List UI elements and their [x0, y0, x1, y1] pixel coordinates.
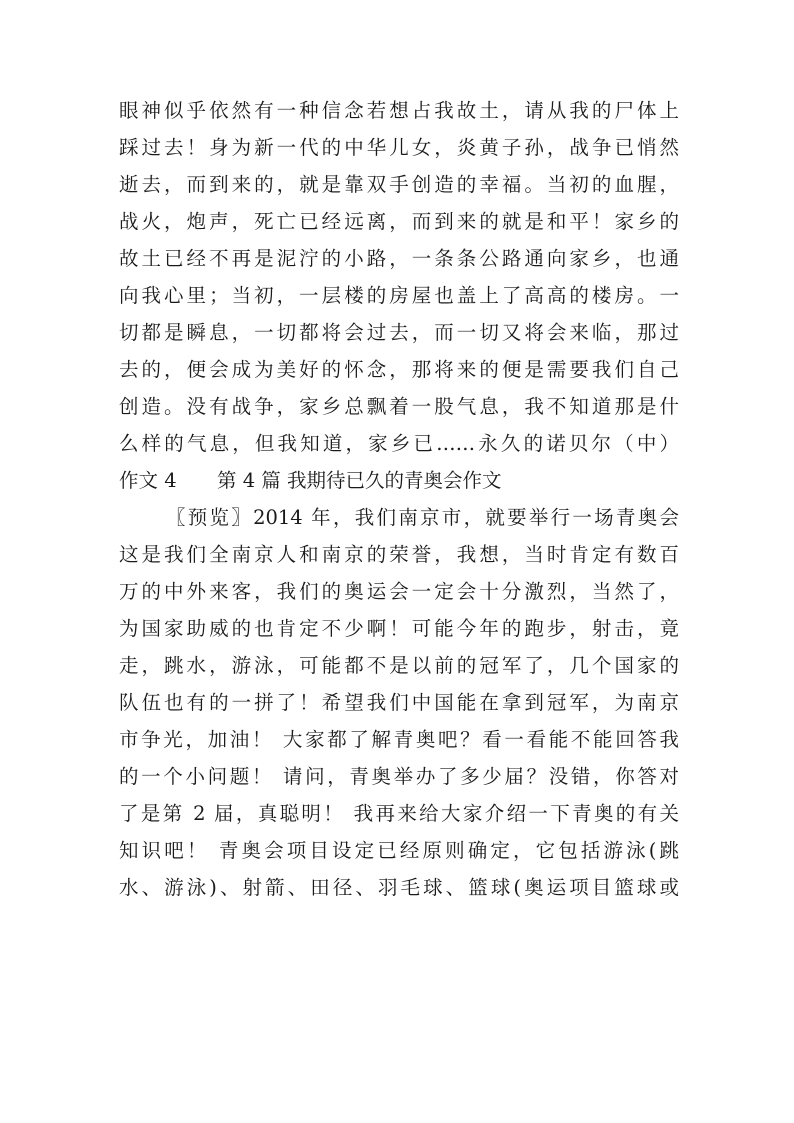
text-line-9: 创造。没有战争，家乡总飘着一股气息，我不知道那是什: [119, 395, 679, 418]
paragraph-line-8: 的一个小问题！ 请问，青奥举办了多少届？没错，你答对: [119, 765, 679, 788]
paragraph-line-11: 水、游泳)、射箭、田径、羽毛球、篮球(奥运项目篮球或: [119, 876, 679, 899]
paragraph-line-10: 知识吧！ 青奥会项目设定已经原则确定，它包括游泳(跳: [119, 839, 679, 862]
paragraph-line-2: 这是我们全南京人和南京的荣誉，我想，当时肯定有数百: [119, 543, 679, 566]
text-line-4: 战火，炮声，死亡已经远离，而到来的就是和平！家乡的: [119, 210, 679, 233]
paragraph-line-4: 为国家助威的也肯定不少啊！可能今年的跑步，射击，竟: [119, 617, 679, 640]
paragraph-line-3: 万的中外来客，我们的奥运会一定会十分激烈，当然了，: [119, 580, 679, 603]
text-line-8: 去的，便会成为美好的怀念，那将来的便是需要我们自己: [119, 358, 679, 381]
paragraph-line-7: 市争光，加油！ 大家都了解青奥吧？看一看能不能回答我: [119, 728, 679, 751]
text-line-7: 切都是瞬息，一切都将会过去，而一切又将会来临，那过: [119, 321, 679, 344]
text-line-2: 踩过去！身为新一代的中华儿女，炎黄子孙，战争已悄然: [119, 136, 679, 159]
heading-label: 作文 4: [119, 469, 177, 492]
section-heading: [119, 462, 679, 499]
text-line-1: 眼神似乎依然有一种信念若想占我故土，请从我的尸体上: [119, 99, 679, 122]
text-line-10: 么样的气息，但我知道，家乡已……永久的诺贝尔（中）: [119, 432, 679, 455]
paragraph-line-9: 了是第 2 届，真聪明！ 我再来给大家介绍一下青奥的有关: [119, 802, 679, 825]
paragraph-line-6: 队伍也有的一拼了！希望我们中国能在拿到冠军，为南京: [119, 691, 679, 714]
text-line-5: 故土已经不再是泥泞的小路，一条条公路通向家乡，也通: [119, 247, 679, 270]
heading-title: 第 4 篇 我期待已久的青奥会作文: [217, 469, 502, 492]
paragraph-line-1: 〖预览〗2014 年，我们南京市，就要举行一场青奥会: [166, 506, 679, 529]
paragraph-line-5: 走，跳水，游泳，可能都不是以前的冠军了，几个国家的: [119, 654, 679, 677]
text-line-3: 逝去，而到来的，就是靠双手创造的幸福。当初的血腥，: [119, 173, 679, 196]
document-body: [119, 92, 679, 906]
text-line-6: 向我心里；当初，一层楼的房屋也盖上了高高的楼房。一: [119, 284, 679, 307]
